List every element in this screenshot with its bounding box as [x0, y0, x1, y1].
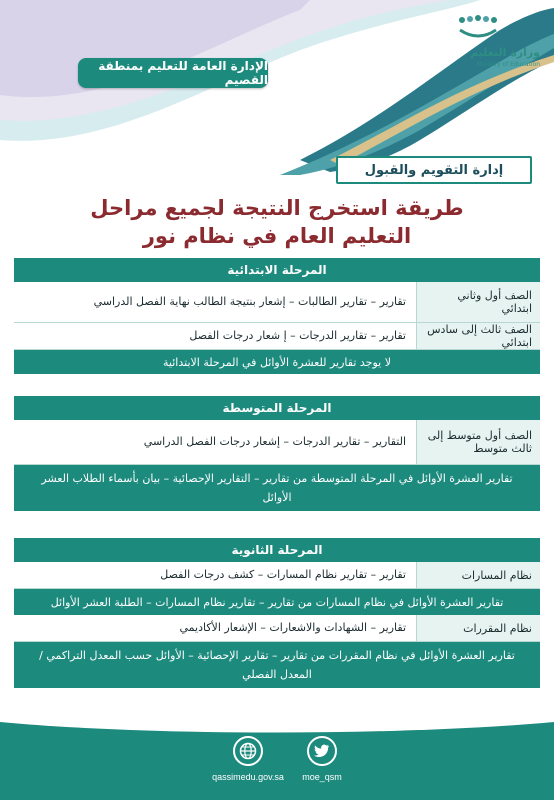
ministry-emblem-icon — [456, 14, 500, 44]
header — [0, 0, 554, 175]
primary-note: لا يوجد تقارير للعشرة الأوائل في المرحلة الابتدائية — [14, 350, 540, 374]
grade-cell: الصف أول متوسط إلى ثالث متوسط — [416, 420, 540, 464]
grade-cell: الصف أول وثاني ابتدائي — [416, 282, 540, 322]
secondary-stage-section — [14, 538, 540, 688]
logo-arabic-text: وزارة التعليم — [470, 46, 540, 59]
reports-cell: تقارير – تقارير نظام المسارات – كشف درجات الفصل — [14, 562, 416, 588]
table-row — [14, 420, 540, 465]
table-row — [14, 282, 540, 323]
grade-cell: نظام المقررات — [416, 615, 540, 641]
reports-cell: تقارير – تقارير الدرجات – إ شعار درجات الفصل — [14, 323, 416, 349]
twitter-link[interactable] — [262, 736, 382, 782]
ministry-logo — [456, 14, 540, 74]
reports-cell: التقارير – تقارير الدرجات – إشعار درجات الفصل الدراسي — [14, 420, 416, 464]
page-title — [40, 194, 514, 250]
twitter-label: moe_qsm — [302, 772, 342, 782]
secondary-courses-note: تقارير العشرة الأوائل في نظام المقررات من تقارير – تقارير الإحصائية – الأوائل حسب المعدل التراكمي / المعدل الفصلي — [14, 642, 540, 688]
intermediate-stage-heading: المرحلة المتوسطة — [14, 396, 540, 420]
logo-english-text: Ministry of Education — [476, 61, 540, 68]
reports-cell: تقارير – تقارير الطالبات – إشعار بنتيجة الطالب نهاية الفصل الدراسي — [14, 282, 416, 322]
globe-icon — [233, 736, 263, 766]
table-row — [14, 562, 540, 589]
table-row — [14, 615, 540, 642]
primary-stage-heading: المرحلة الابتدائية — [14, 258, 540, 282]
footer — [0, 716, 554, 800]
secondary-stage-heading: المرحلة الثانوية — [14, 538, 540, 562]
footer-wave-decoration — [0, 716, 554, 736]
intermediate-note: تقارير العشرة الأوائل في المرحلة المتوسطة من تقارير – التقارير الإحصائية – بيان بأسماء الطلاب العشر الأوائل — [14, 465, 540, 511]
title-line-2: التعليم العام في نظام نور — [142, 224, 412, 248]
website-label: qassimedu.gov.sa — [212, 772, 284, 782]
region-badge: الإدارة العامة للتعليم بمنطقة القصيم — [78, 58, 268, 88]
grade-cell: الصف ثالث إلى سادس ابتدائي — [416, 323, 540, 349]
secondary-tracks-note: تقارير العشرة الأوائل في نظام المسارات من تقارير – تقارير نظام المسارات – الطلبة العشر الأوائل — [14, 589, 540, 615]
twitter-icon — [307, 736, 337, 766]
grade-cell: نظام المسارات — [416, 562, 540, 588]
intermediate-stage-section — [14, 396, 540, 511]
primary-stage-section — [14, 258, 540, 374]
department-label: إدارة التقويم والقبول — [336, 156, 532, 184]
title-line-1: طريقة استخرج النتيجة لجميع مراحل — [90, 196, 464, 220]
table-row — [14, 323, 540, 350]
reports-cell: تقارير – الشهادات والاشعارات – الإشعار الأكاديمي — [14, 615, 416, 641]
